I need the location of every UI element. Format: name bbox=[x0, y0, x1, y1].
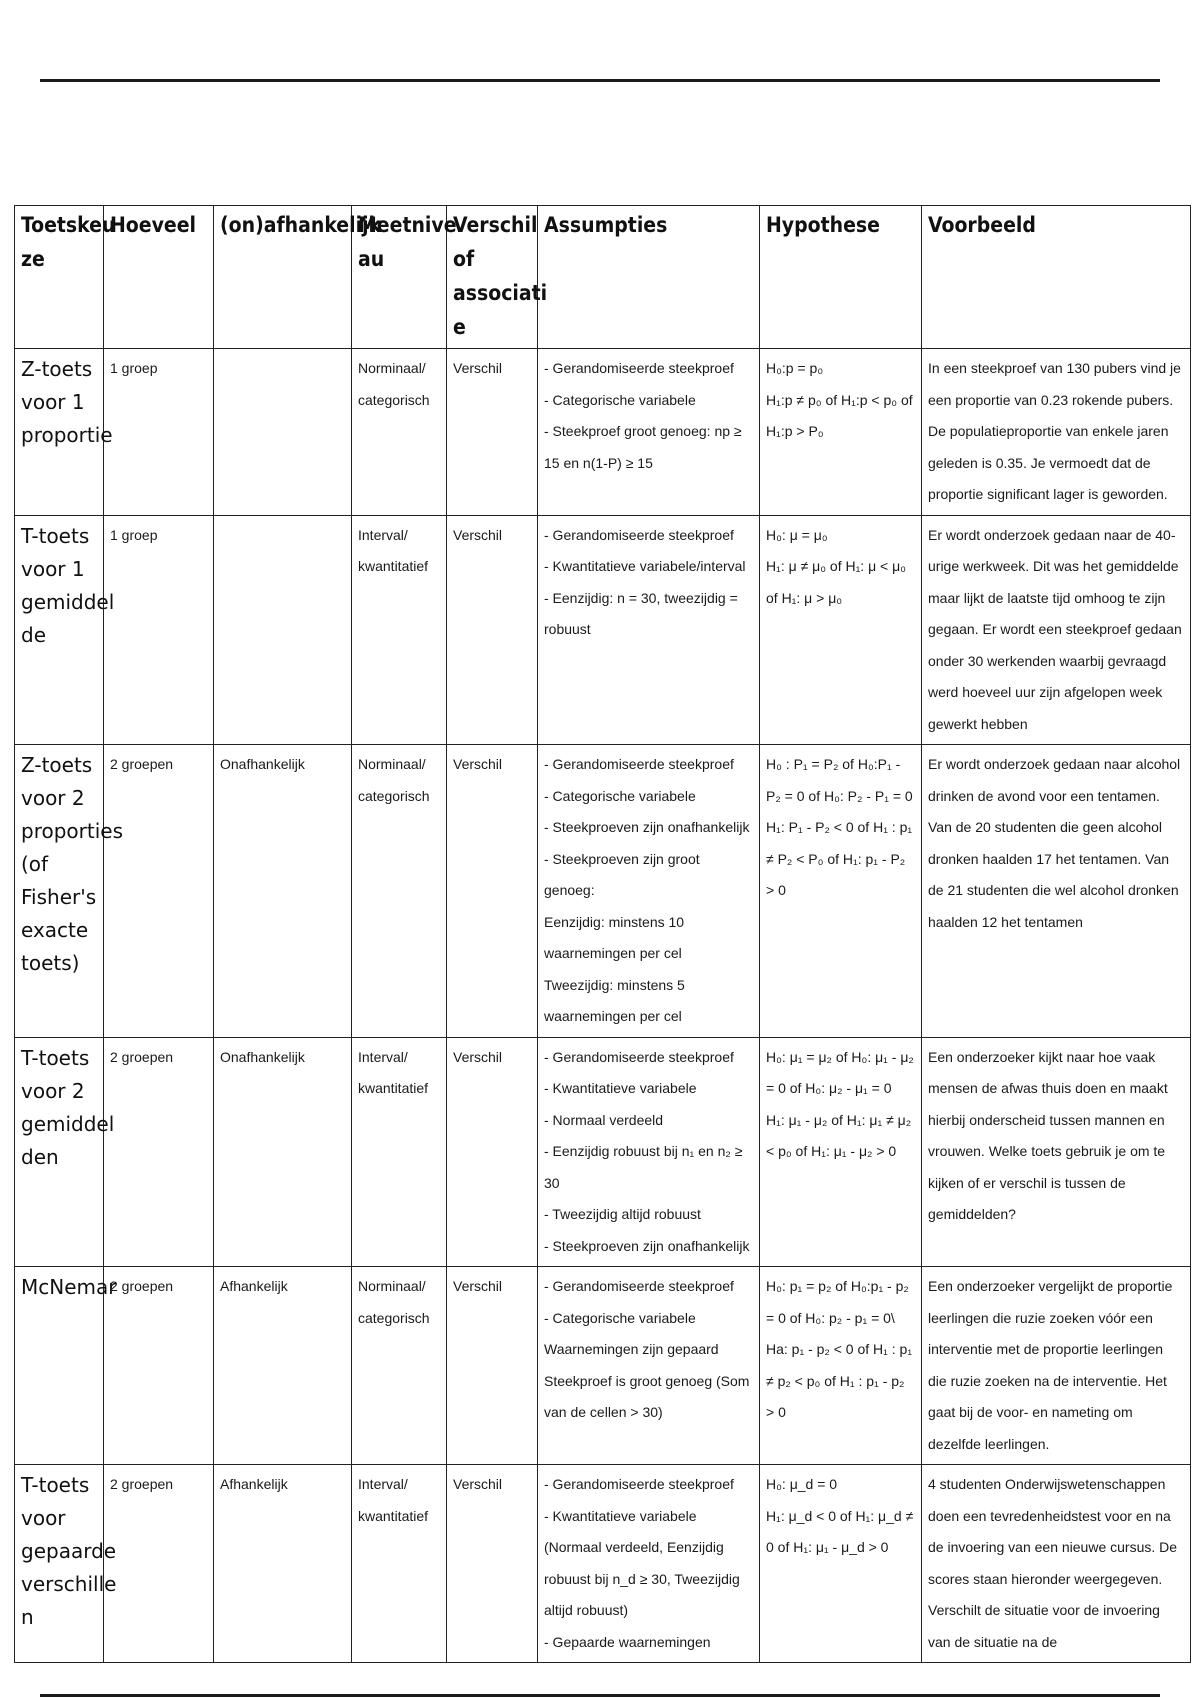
hypothesis bbox=[760, 1465, 922, 1663]
group-count: 2 groepen bbox=[104, 745, 214, 1038]
hypothesis-line: H₁: μ_d < 0 of H₁: μ_d ≠ 0 of H₁: μ₁ - μ_d > 0 bbox=[766, 1507, 914, 1555]
assumption-line: - Categorische variabele bbox=[544, 1309, 696, 1326]
measurement-level: Interval/ kwantitatief bbox=[352, 1465, 447, 1663]
assumptions bbox=[538, 745, 760, 1038]
assumption-line: - Steekproef groot genoeg: np ≥ 15 en n(1-P) ≥ 15 bbox=[544, 423, 742, 471]
header-hypothese: Hypothese bbox=[760, 206, 922, 349]
hypothesis bbox=[760, 515, 922, 745]
test-name: T-toets voor 1 gemiddel de bbox=[15, 515, 104, 745]
dependence: Onafhankelijk bbox=[214, 1037, 352, 1267]
header-meetniveau: Meetnive au bbox=[352, 206, 447, 349]
hypothesis-line: H₀ : P₁ = P₂ of H₀:P₁ -P₂ = 0 of H₀: P₂ - P₁ = 0 bbox=[766, 756, 913, 804]
hypothesis-line: H₀: p₁ = p₂ of H₀:p₁ - p₂ = 0 of H₀: p₂ - p₁ = 0\ bbox=[766, 1278, 909, 1326]
dependence: Onafhankelijk bbox=[214, 745, 352, 1038]
group-count: 1 groep bbox=[104, 515, 214, 745]
measurement-level: Norminaal/ categorisch bbox=[352, 745, 447, 1038]
assumptions bbox=[538, 1465, 760, 1663]
hypothesis-line: H₁: μ ≠ μ₀ of H₁: μ < μ₀ of H₁: μ > μ₀ bbox=[766, 558, 906, 606]
hypothesis bbox=[760, 1267, 922, 1465]
hypothesis-line: H₀: μ_d = 0 bbox=[766, 1476, 838, 1492]
example: Er wordt onderzoek gedaan naar de 40-urige werkweek. Dit was het gemiddelde maar lijkt de laatste tijd omhoog te zijn gegaan. Er wordt een steekproef gedaan onder 30 werkenden waarbij gevraagd werd hoeveel uur zijn afgelopen week gewerkt hebben bbox=[922, 515, 1191, 745]
group-count: 2 groepen bbox=[104, 1465, 214, 1663]
dependence: Afhankelijk bbox=[214, 1267, 352, 1465]
assumption-line: Tweezijdig: minstens 5 waarnemingen per cel bbox=[544, 976, 685, 1024]
assumption-line: - Steekproeven zijn groot genoeg: bbox=[544, 850, 700, 898]
assumptions bbox=[538, 1267, 760, 1465]
assumption-line: Eenzijdig: minstens 10 waarnemingen per cel bbox=[544, 913, 685, 961]
header-row bbox=[15, 206, 1191, 349]
hypothesis-line: H₀: μ = μ₀ bbox=[766, 526, 828, 543]
dependence: Afhankelijk bbox=[214, 1465, 352, 1663]
test-name: Z-toets voor 2 proporties (of Fisher's exacte toets) bbox=[15, 745, 104, 1038]
assumption-line: - Categorische variabele bbox=[544, 787, 696, 804]
hypothesis-line: H₁: μ₁ - μ₂ of H₁: μ₁ ≠ μ₂ < p₀ of H₁: μ₁ - μ₂ > 0 bbox=[766, 1111, 912, 1159]
test-name: McNemar bbox=[15, 1267, 104, 1465]
hypothesis bbox=[760, 1037, 922, 1267]
table-row bbox=[15, 349, 1191, 516]
assumption-line: - Steekproeven zijn onafhankelijk bbox=[544, 819, 750, 835]
header-verschil: Verschil of associati e bbox=[447, 206, 538, 349]
example: Een onderzoeker vergelijkt de proportie leerlingen die ruzie zoeken vóór een interventie met de proportie leerlingen die ruzie zoeken na de interventie. Het gaat bij de voor- en nameting om dezelfde leerlingen. bbox=[922, 1267, 1191, 1465]
hypothesis-line: H₀:p = p₀ bbox=[766, 360, 824, 376]
header-hoeveel: Hoeveel bbox=[104, 206, 214, 349]
difference-or-association: Verschil bbox=[447, 349, 538, 516]
header-voorbeeld: Voorbeeld bbox=[922, 206, 1191, 349]
statistical-tests-table bbox=[14, 205, 1191, 1663]
measurement-level: Interval/ kwantitatief bbox=[352, 515, 447, 745]
hypothesis-line: H₁:p ≠ p₀ of H₁:p < p₀ of H₁:p > P₀ bbox=[766, 391, 913, 439]
measurement-level: Norminaal/ categorisch bbox=[352, 1267, 447, 1465]
assumption-line: - Kwantitatieve variabele (Normaal verdeeld, Eenzijdig robuust bij n_d ≥ 30, Tweezijdig altijd robuust) bbox=[544, 1507, 740, 1618]
dependence bbox=[214, 515, 352, 745]
difference-or-association: Verschil bbox=[447, 745, 538, 1038]
difference-or-association: Verschil bbox=[447, 515, 538, 745]
hypothesis-line: H₀: μ₁ = μ₂ of H₀: μ₁ - μ₂ = 0 of H₀: μ₂ - μ₁ = 0 bbox=[766, 1048, 914, 1096]
test-name: T-toets voor 2 gemiddel den bbox=[15, 1037, 104, 1267]
table-row bbox=[15, 745, 1191, 1038]
assumption-line: - Kwantitatieve variabele/interval bbox=[544, 558, 746, 574]
example: Er wordt onderzoek gedaan naar alcohol drinken de avond voor een tentamen. Van de 20 studenten die geen alcohol dronken haalden 17 het tentamen. Van de 21 studenten die wel alcohol dronken haalden 12 het tentamen bbox=[922, 745, 1191, 1038]
assumption-line: - Gerandomiseerde steekproef bbox=[544, 1278, 734, 1294]
example: In een steekproef van 130 pubers vind je een proportie van 0.23 rokende pubers. De populatieproportie van enkele jaren geleden is 0.35. Je vermoedt dat de proportie significant lager is geworden. bbox=[922, 349, 1191, 516]
test-name: Z-toets voor 1 proportie bbox=[15, 349, 104, 516]
assumption-line: - Gerandomiseerde steekproef bbox=[544, 1048, 734, 1065]
assumption-line: - Gerandomiseerde steekproef bbox=[544, 526, 734, 543]
header-assumpties: Assumpties bbox=[538, 206, 760, 349]
hypothesis bbox=[760, 745, 922, 1038]
assumption-line: - Kwantitatieve variabele bbox=[544, 1080, 697, 1096]
assumptions bbox=[538, 349, 760, 516]
group-count: 2 groepen bbox=[104, 1037, 214, 1267]
assumption-line: - Gerandomiseerde steekproef bbox=[544, 756, 734, 772]
assumption-line: Waarnemingen zijn gepaard bbox=[544, 1341, 719, 1357]
assumption-line: - Normaal verdeeld bbox=[544, 1111, 664, 1128]
assumption-line: - Gerandomiseerde steekproef bbox=[544, 1476, 734, 1492]
assumption-line: - Eenzijdig robuust bij n₁ en n₂ ≥ 30 bbox=[544, 1143, 743, 1191]
dependence bbox=[214, 349, 352, 516]
table-row bbox=[15, 1037, 1191, 1267]
assumption-line: - Categorische variabele bbox=[544, 391, 696, 408]
difference-or-association: Verschil bbox=[447, 1037, 538, 1267]
assumption-line: Steekproef is groot genoeg (Som van de cellen > 30) bbox=[544, 1372, 750, 1420]
footer-rule bbox=[40, 1694, 1160, 1697]
assumptions bbox=[538, 1037, 760, 1267]
header-rule bbox=[40, 79, 1160, 82]
assumption-line: - Eenzijdig: n = 30, tweezijdig = robuust bbox=[544, 589, 738, 637]
hypothesis-line: Ha: p₁ - p₂ < 0 of H₁ : p₁ ≠ p₂ < p₀ of H₁ : p₁ - p₂ > 0 bbox=[766, 1341, 913, 1420]
assumption-line: - Tweezijdig altijd robuust bbox=[544, 1206, 701, 1222]
group-count: 2 groepen bbox=[104, 1267, 214, 1465]
hypothesis-line: H₁: P₁ - P₂ < 0 of H₁ : p₁ ≠ P₂ < P₀ of H₁: p₁ - P₂ > 0 bbox=[766, 819, 913, 898]
group-count: 1 groep bbox=[104, 349, 214, 516]
table-row bbox=[15, 1267, 1191, 1465]
header-afhankelijk: (on)afhankelijk bbox=[214, 206, 352, 349]
difference-or-association: Verschil bbox=[447, 1267, 538, 1465]
example: 4 studenten Onderwijswetenschappen doen een tevredenheidstest voor en na de invoering van een nieuwe cursus. De scores staan hieronder weergegeven. Verschilt de situatie voor de invoering van de situatie na de bbox=[922, 1465, 1191, 1663]
hypothesis bbox=[760, 349, 922, 516]
measurement-level: Interval/ kwantitatief bbox=[352, 1037, 447, 1267]
assumption-line: - Gerandomiseerde steekproef bbox=[544, 360, 734, 376]
difference-or-association: Verschil bbox=[447, 1465, 538, 1663]
test-name: T-toets voor gepaarde verschille n bbox=[15, 1465, 104, 1663]
table-row bbox=[15, 1465, 1191, 1663]
assumption-line: - Steekproeven zijn onafhankelijk bbox=[544, 1237, 750, 1254]
assumptions bbox=[538, 515, 760, 745]
header-toetskeuze: Toetskeu ze bbox=[15, 206, 104, 349]
measurement-level: Norminaal/ categorisch bbox=[352, 349, 447, 516]
table-row bbox=[15, 515, 1191, 745]
example: Een onderzoeker kijkt naar hoe vaak mensen de afwas thuis doen en maakt hierbij onderscheid tussen mannen en vrouwen. Welke toets gebruik je om te kijken of er verschil is tussen de gemiddelden? bbox=[922, 1037, 1191, 1267]
assumption-line: - Gepaarde waarnemingen bbox=[544, 1633, 711, 1650]
